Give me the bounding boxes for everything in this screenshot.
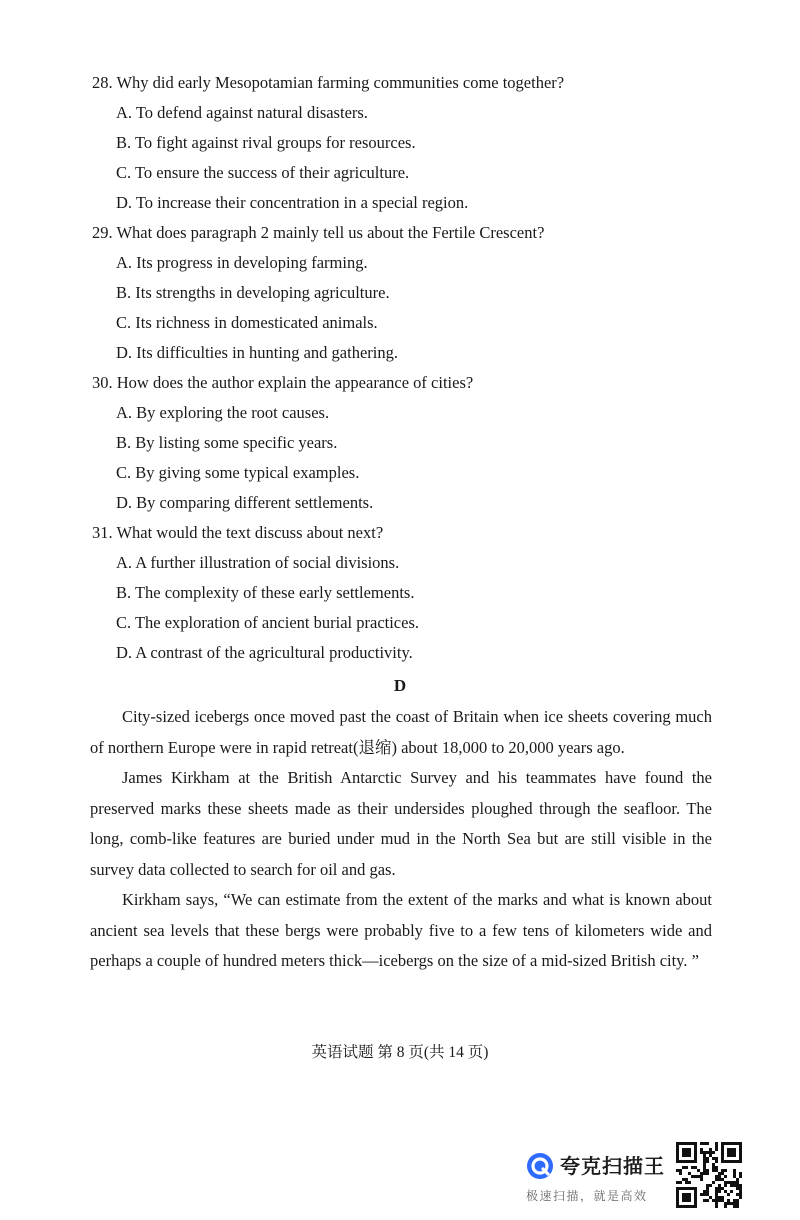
- watermark-brand: 夸克扫描王: [560, 1154, 665, 1178]
- scanner-watermark: [520, 1144, 670, 1206]
- question-stem: 31. What would the text discuss about next?: [92, 523, 384, 542]
- option-b: B. The complexity of these early settlements.: [116, 583, 415, 602]
- option-c: C. By giving some typical examples.: [116, 463, 360, 482]
- passage-paragraph-1: City-sized icebergs once moved past the coast of Britain when ice sheets covering much of northern Europe were in rapid retreat(退缩) about 18,000 to 20,000 years ago.: [90, 707, 712, 757]
- option-c: C. The exploration of ancient burial practices.: [116, 613, 420, 632]
- qr-code-icon[interactable]: [676, 1142, 742, 1208]
- question-29: [92, 218, 732, 368]
- question-stem: 29. What does paragraph 2 mainly tell us about the Fertile Crescent?: [92, 223, 545, 242]
- option-b: B. By listing some specific years.: [116, 433, 338, 452]
- option-d: D. To increase their concentration in a special region.: [116, 193, 469, 212]
- option-a: A. By exploring the root causes.: [116, 403, 330, 422]
- passage-paragraph-3: Kirkham says, “We can estimate from the extent of the marks and what is known about ancient sea levels that these bergs were probably five to a few tens of kilometers wide and perhaps a couple of hundred meters thick—icebergs on the size of a mid-sized British city. ”: [90, 890, 712, 970]
- reading-passage: [90, 702, 712, 977]
- quark-logo-icon: [526, 1152, 554, 1180]
- option-c: C. Its richness in domesticated animals.: [116, 313, 378, 332]
- option-a: A. To defend against natural disasters.: [116, 103, 368, 122]
- option-b: B. Its strengths in developing agriculture.: [116, 283, 390, 302]
- option-b: B. To fight against rival groups for resources.: [116, 133, 416, 152]
- option-c: C. To ensure the success of their agriculture.: [116, 163, 410, 182]
- option-d: D. A contrast of the agricultural productivity.: [116, 643, 413, 662]
- question-28: [92, 68, 732, 218]
- section-heading: D: [393, 676, 407, 695]
- option-d: D. Its difficulties in hunting and gathering.: [116, 343, 398, 362]
- page-footer: 英语试题 第 8 页(共 14 页): [311, 1044, 489, 1061]
- question-30: [92, 368, 732, 518]
- option-a: A. Its progress in developing farming.: [116, 253, 368, 272]
- watermark-tagline: 极速扫描，就是高效: [526, 1189, 648, 1203]
- option-d: D. By comparing different settlements.: [116, 493, 374, 512]
- question-31: [92, 518, 732, 668]
- question-stem: 30. How does the author explain the appearance of cities?: [92, 373, 474, 392]
- question-stem: 28. Why did early Mesopotamian farming communities come together?: [92, 73, 565, 92]
- option-a: A. A further illustration of social divisions.: [116, 553, 400, 572]
- passage-paragraph-2: James Kirkham at the British Antarctic Survey and his teammates have found the preserved marks these sheets made as their undersides ploughed through the seafloor. The long, comb-like features are buried under mud in the North Sea but are still visible in the survey data collected to search for oil and gas.: [90, 768, 712, 879]
